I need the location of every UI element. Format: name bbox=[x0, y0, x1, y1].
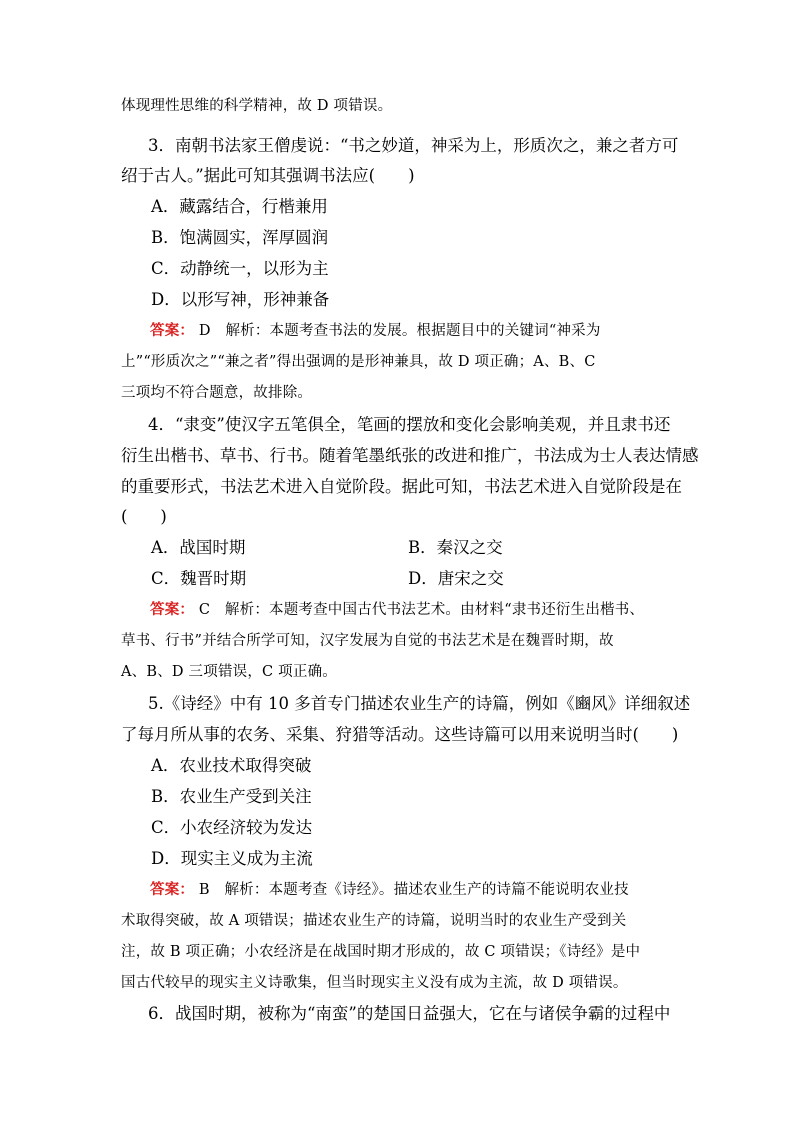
question-3-option-c: C．动静统一，以形为主 bbox=[151, 259, 329, 278]
question-4-options-row bbox=[0, 568, 794, 590]
question-4-stem-cont: ( ) bbox=[121, 507, 167, 526]
question-3-option-b: B．饱满圆实，浑厚圆润 bbox=[151, 228, 329, 247]
answer-5-cont: 术取得突破，故 A 项错误；描述农业生产的诗篇，说明当时的农业生产受到关 bbox=[121, 913, 627, 929]
answer-4-text: C 解析：本题考查中国古代书法艺术。由材料“隶书还衍生出楷书、 bbox=[194, 602, 645, 618]
question-5-option-a: A．农业技术取得突破 bbox=[151, 756, 312, 775]
answer-4 bbox=[0, 599, 794, 621]
answer-5 bbox=[0, 879, 794, 901]
question-4-options-row bbox=[0, 537, 794, 559]
answer-3-cont: 上”“形质次之”“兼之者”得出强调的是形神兼具，故 D 项正确；A、B、C bbox=[121, 354, 596, 370]
answer-3-cont: 三项均不符合题意，故排除。 bbox=[121, 385, 313, 401]
answer-label: 答案： bbox=[150, 322, 195, 339]
text-line: 体现理性思维的科学精神，故 D 项错误。 bbox=[121, 98, 393, 114]
question-3-stem: 3．南朝书法家王僧虔说：“书之妙道，神采为上，形质次之，兼之者方可 bbox=[148, 136, 679, 155]
answer-3-text: D 解析：本题考查书法的发展。根据题目中的关键词“神采为 bbox=[194, 323, 601, 339]
question-4-stem-cont: 的重要形式，书法艺术进入自觉阶段。据此可知，书法艺术进入自觉阶段是在 bbox=[121, 477, 682, 496]
question-4-option-b: B．秦汉之交 bbox=[408, 538, 503, 557]
question-4-option-c: C．魏晋时期 bbox=[151, 569, 247, 588]
answer-5-cont: 注，故 B 项正确；小农经济是在战国时期才形成的，故 C 项错误；《诗经》是中 bbox=[121, 944, 641, 960]
question-5-stem: 5.《诗经》中有 10 多首专门描述农业生产的诗篇，例如《豳风》详细叙述 bbox=[148, 694, 691, 713]
answer-4-cont: 草书、行书”并结合所学可知，汉字发展为自觉的书法艺术是在魏晋时期，故 bbox=[121, 633, 614, 649]
question-5-stem-cont: 了每月所从事的农务、采集、狩猎等活动。这些诗篇可以用来说明当时( ) bbox=[121, 725, 679, 744]
answer-label: 答案： bbox=[150, 601, 195, 618]
question-4-option-d: D．唐宋之交 bbox=[408, 569, 504, 588]
question-4-option-a: A．战国时期 bbox=[151, 538, 246, 557]
question-5-option-b: B．农业生产受到关注 bbox=[151, 787, 312, 806]
answer-3 bbox=[0, 320, 794, 342]
question-6-stem: 6．战国时期，被称为“南蛮”的楚国日益强大，它在与诸侯争霸的过程中 bbox=[148, 1004, 671, 1023]
question-3-option-a: A．藏露结合，行楷兼用 bbox=[151, 197, 328, 216]
question-5-option-d: D．现实主义成为主流 bbox=[151, 849, 313, 868]
answer-5-cont: 国古代较早的现实主义诗歌集，但当时现实主义没有成为主流，故 D 项错误。 bbox=[121, 975, 628, 991]
question-4-stem: 4．“隶变”使汉字五笔俱全，笔画的摆放和变化会影响美观，并且隶书还 bbox=[148, 415, 671, 434]
answer-label: 答案： bbox=[150, 881, 195, 898]
question-5-option-c: C．小农经济较为发达 bbox=[151, 818, 313, 837]
question-3-stem-cont: 绍于古人。”据此可知其强调书法应( ) bbox=[121, 166, 415, 185]
question-3-option-d: D．以形写神，形神兼备 bbox=[151, 290, 330, 309]
question-4-stem-cont: 衍生出楷书、草书、行书。随着笔墨纸张的改进和推广，书法成为士人表达情感 bbox=[121, 446, 699, 465]
answer-4-cont: A、B、D 三项错误，C 项正确。 bbox=[121, 664, 337, 680]
answer-5-text: B 解析：本题考查《诗经》。描述农业生产的诗篇不能说明农业技 bbox=[194, 882, 629, 898]
